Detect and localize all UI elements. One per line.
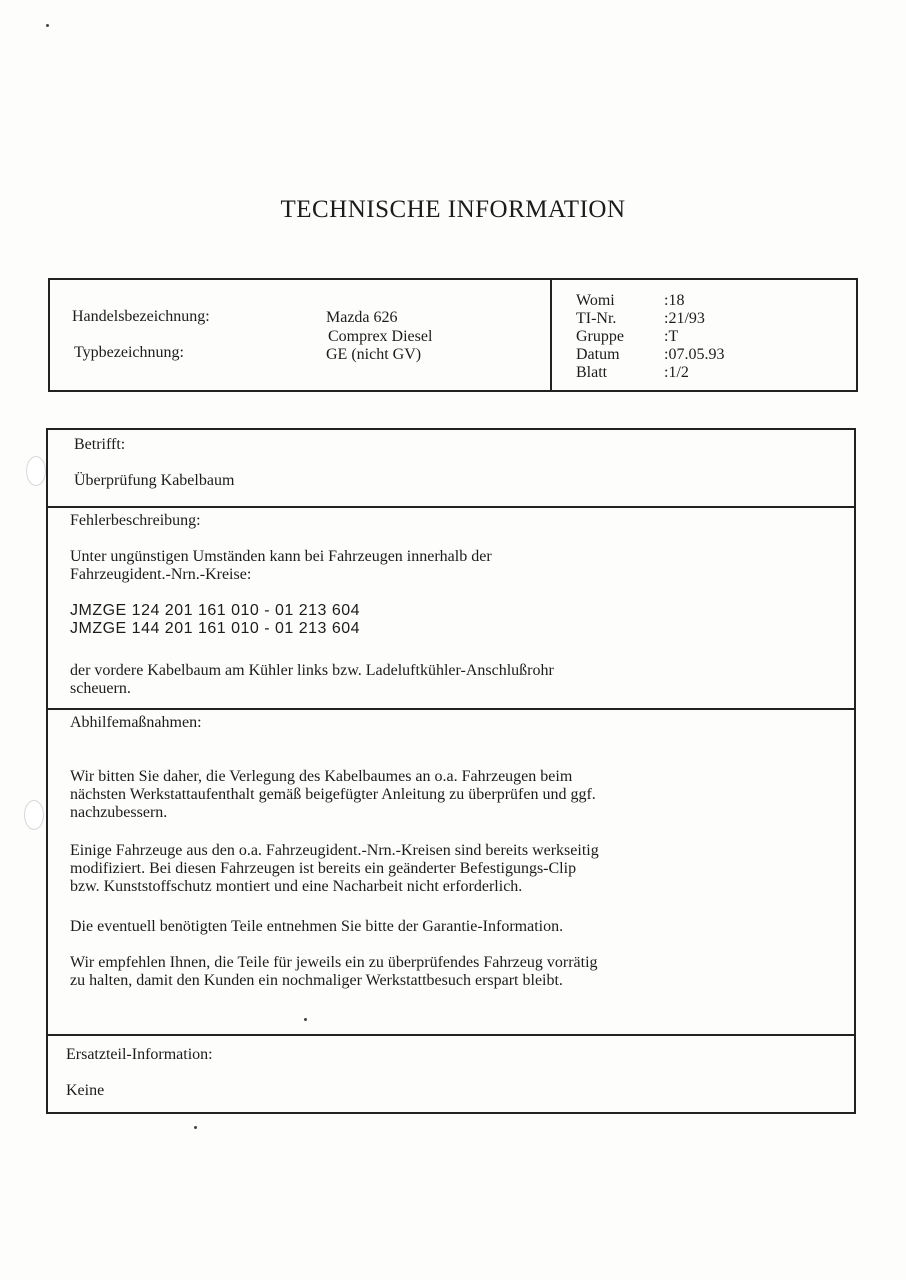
meta-label-womi: Womi	[576, 292, 615, 309]
vin-range-2: JMZGE 144 201 161 010 - 01 213 604	[70, 620, 361, 637]
fehler-intro-line-1: Unter ungünstigen Umständen kann bei Fahrzeugen innerhalb der	[70, 548, 492, 565]
abhilfe-p4-line-2: zu halten, damit den Kunden ein nochmaliger Werkstattbesuch erspart bleibt.	[70, 972, 563, 989]
document-title: TECHNISCHE INFORMATION	[280, 196, 626, 223]
betrifft-heading: Betrifft:	[74, 436, 126, 453]
handelsbezeichnung-value-model: Mazda 626	[326, 309, 398, 326]
typbezeichnung-label: Typbezeichnung:	[74, 344, 184, 361]
abhilfe-p3-line-1: Die eventuell benötigten Teile entnehmen Sie bitte der Garantie-Information.	[70, 918, 564, 935]
abhilfe-p1-line-1: Wir bitten Sie daher, die Verlegung des Kabelbaumes an o.a. Fahrzeugen beim	[70, 768, 573, 785]
meta-label-datum: Datum	[576, 346, 620, 363]
fehler-outro-line-1: der vordere Kabelbaum am Kühler links bzw. Ladeluftkühler-Anschlußrohr	[70, 662, 554, 679]
fehlerbeschreibung-heading: Fehlerbeschreibung:	[70, 512, 201, 529]
scan-speck	[304, 1018, 307, 1021]
abhilfe-p4-line-1: Wir empfehlen Ihnen, die Teile für jeweils ein zu überprüfendes Fahrzeug vorrätig	[70, 954, 598, 971]
handelsbezeichnung-value-engine: Comprex Diesel	[328, 328, 433, 345]
meta-labels	[576, 292, 624, 382]
vehicle-header-box	[48, 278, 858, 392]
divider-fehler	[48, 708, 854, 710]
meta-value-datum: :07.05.93	[664, 346, 725, 363]
fehler-outro-line-2: scheuern.	[70, 680, 131, 697]
meta-value-gruppe: :T	[664, 328, 679, 345]
divider-abhilfe	[48, 1034, 854, 1036]
betrifft-text: Überprüfung Kabelbaum	[74, 472, 235, 489]
abhilfe-p1-line-2: nächsten Werkstattaufenthalt gemäß beigefügter Anleitung zu überprüfen und ggf.	[70, 786, 596, 803]
meta-label-gruppe: Gruppe	[576, 328, 624, 345]
abhilfe-p2-line-1: Einige Fahrzeuge aus den o.a. Fahrzeugident.-Nrn.-Kreisen sind bereits werkseitig	[70, 842, 599, 859]
meta-label-blatt: Blatt	[576, 364, 608, 381]
meta-values	[664, 292, 724, 382]
abhilfe-heading: Abhilfemaßnahmen:	[70, 714, 202, 731]
vin-range-1: JMZGE 124 201 161 010 - 01 213 604	[70, 602, 361, 619]
abhilfe-p2-line-3: bzw. Kunststoffschutz montiert und eine Nacharbeit nicht erforderlich.	[70, 878, 523, 895]
divider-betrifft	[48, 506, 854, 508]
meta-value-blatt: :1/2	[664, 364, 689, 381]
header-divider	[550, 280, 552, 390]
meta-value-ti-nr: :21/93	[664, 310, 705, 327]
punch-hole-mark	[24, 800, 44, 830]
fehler-intro-line-2: Fahrzeugident.-Nrn.-Kreise:	[70, 566, 252, 583]
scan-speck	[46, 24, 49, 27]
typbezeichnung-value: GE (nicht GV)	[326, 346, 422, 363]
content-box	[46, 428, 856, 1114]
abhilfe-p1-line-3: nachzubessern.	[70, 804, 168, 821]
punch-hole-mark	[26, 456, 46, 486]
ersatzteil-heading: Ersatzteil-Information:	[66, 1046, 213, 1063]
meta-label-ti-nr: TI-Nr.	[576, 310, 617, 327]
scan-speck	[194, 1126, 197, 1129]
ersatzteil-text: Keine	[66, 1082, 105, 1099]
handelsbezeichnung-label: Handelsbezeichnung:	[72, 308, 210, 325]
abhilfe-p2-line-2: modifiziert. Bei diesen Fahrzeugen ist bereits ein geänderter Befestigungs-Clip	[70, 860, 577, 877]
meta-value-womi: :18	[664, 292, 685, 309]
